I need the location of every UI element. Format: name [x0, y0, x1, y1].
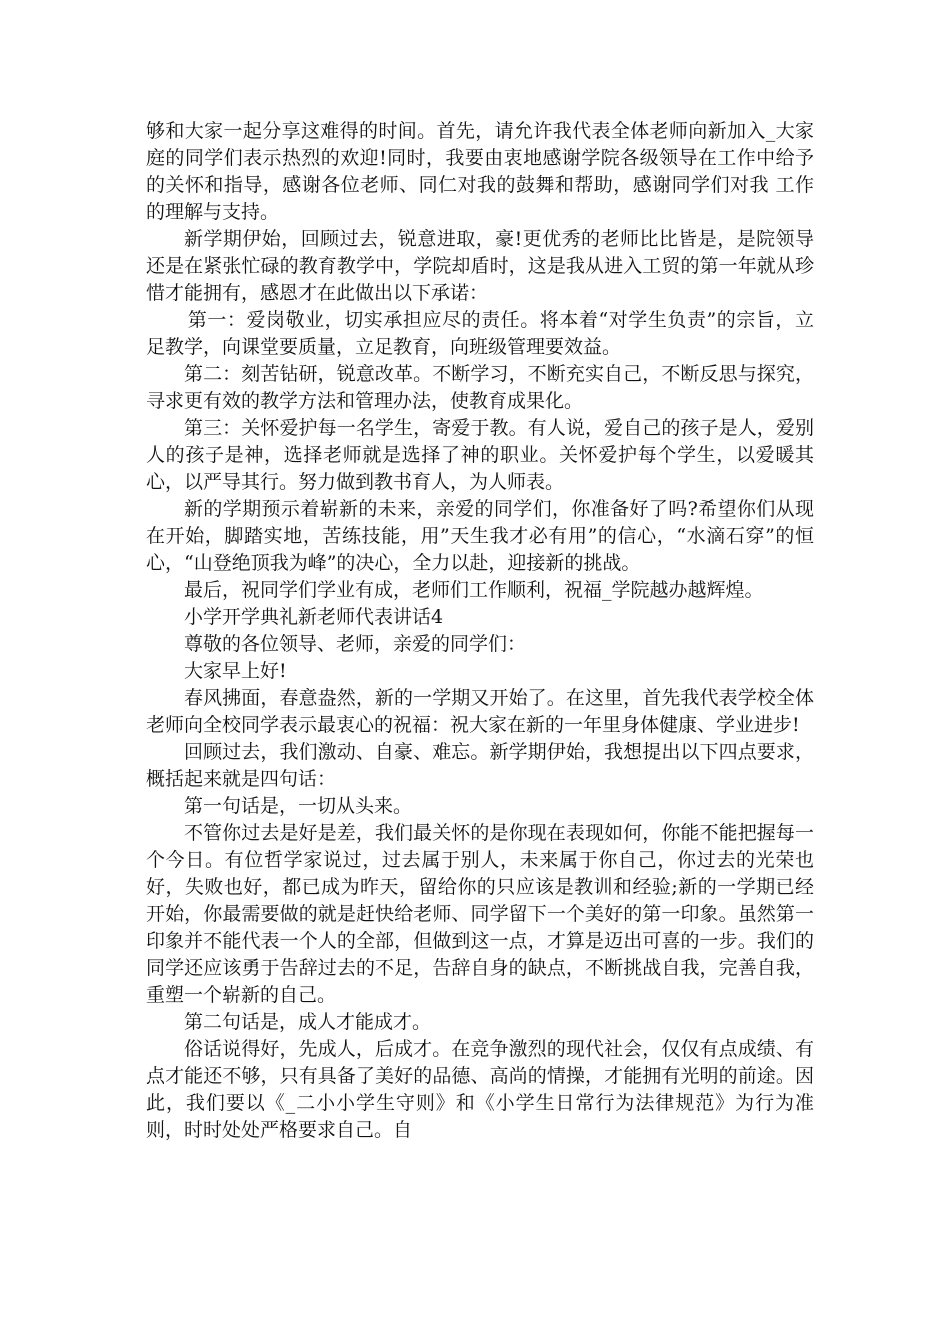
paragraph-pledge-three: 第三：关怀爱护每一名学生，寄爱于教。有人说，爱自己的孩子是人，爱别人的孩子是神，选择老师就是选择了神的职业。关怀爱护每个学生，以爱暖其心，以严导其行。努力做到教书育人，为人师表。: [146, 417, 814, 493]
paragraph-new-semester: 新学期伊始，回顾过去，锐意进取，豪!更优秀的老师比比皆是，是院领导还是在紧张忙碌的教育教学中，学院却盾时，这是我从进入工贸的第一年就从珍惜才能拥有，感恩才在此做出以下承诺：: [146, 228, 814, 304]
paragraph-closing-wish: 最后，祝同学们学业有成，老师们工作顺利，祝福_学院越办越辉煌。: [184, 579, 764, 601]
paragraph-review: 回顾过去，我们激动、自豪、难忘。新学期伊始，我想提出以下四点要求，概括起来就是四句话：: [146, 741, 814, 790]
paragraph-greeting: 大家早上好!: [184, 660, 287, 682]
paragraph-second-point: 第二句话是，成人才能成才。: [184, 1011, 432, 1033]
paragraph-spring: 春风拂面，春意盎然，新的一学期又开始了。在这里，首先我代表学校全体老师向全校同学表示最衷心的祝福：祝大家在新的一年里身体健康、学业进步!: [146, 687, 814, 736]
paragraph-second-point-body: 俗话说得好，先成人，后成才。在竞争激烈的现代社会，仅仅有点成绩、有点才能还不够，只有具备了美好的品德、高尚的情操，才能拥有光明的前途。因此，我们要以《_二小小学生守则》和《小学生日常行为法律规范》为行为准则，时时处处严格要求自己。自: [146, 1038, 814, 1141]
document-body: [146, 118, 814, 1144]
paragraph-first-point: 第一句话是，一切从头来。: [184, 795, 413, 817]
section-heading: 小学开学典礼新老师代表讲话4: [184, 606, 444, 628]
paragraph-continuation: 够和大家一起分享这难得的时间。首先，请允许我代表全体老师向新加入_大家庭的同学们表示热烈的欢迎!同时，我要由衷地感谢学院各级领导在工作中给予的关怀和指导，感谢各位老师、同仁对我的鼓舞和帮助，感谢同学们对我 工作的理解与支持。: [146, 120, 814, 223]
paragraph-first-point-body: 不管你过去是好是差，我们最关怀的是你现在表现如何，你能不能把握每一个今日。有位哲学家说过，过去属于别人，未来属于你自己，你过去的光荣也好，失败也好，都已成为昨天，留给你的只应该是教训和经验;新的一学期已经开始，你最需要做的就是赶快给老师、同学留下一个美好的第一印象。虽然第一印象并不能代表一个人的全部，但做到这一点，才算是迈出可喜的一步。我们的同学还应该勇于告辞过去的不足，告辞自身的缺点，不断挑战自我，完善自我，重塑一个崭新的自己。: [146, 822, 814, 1006]
paragraph-pledge-two: 第二：刻苦钻研，锐意改革。不断学习，不断充实自己，不断反思与探究，寻求更有效的教学方法和管理办法，使教育成果化。: [146, 363, 814, 412]
paragraph-pledge-one: 第一：爱岗敬业，切实承担应尽的责任。将本着“对学生负责”的宗旨，立足教学，向课堂要质量，立足教育，向班级管理要效益。: [146, 309, 814, 358]
paragraph-future: 新的学期预示着崭新的未来，亲爱的同学们，你准备好了吗?希望你们从现在开始，脚踏实地，苦练技能，用”天生我才必有用”的信心，“水滴石穿”的恒心，“山登绝顶我为峰”的决心，全力以赴，迎接新的挑战。: [146, 498, 814, 574]
paragraph-salutation: 尊敬的各位领导、老师，亲爱的同学们：: [184, 633, 527, 655]
